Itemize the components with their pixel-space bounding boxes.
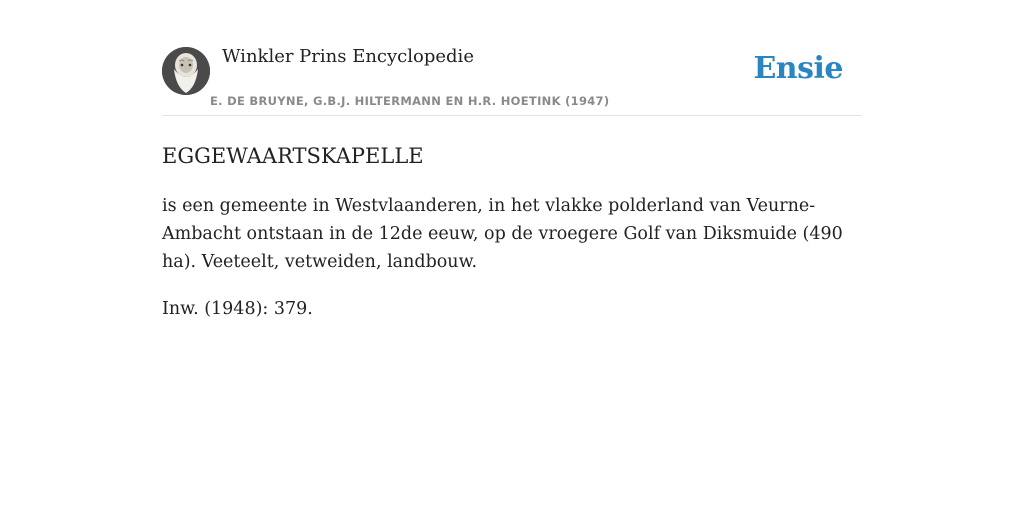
publication-title[interactable]: Winkler Prins Encyclopedie bbox=[222, 46, 474, 67]
entry-paragraph: Inw. (1948): 379. bbox=[162, 299, 313, 319]
ensie-logo-link[interactable]: Ensie bbox=[753, 51, 843, 86]
entry-paragraph: is een gemeente in Westvlaanderen, in het vlakke polderland van Veurne-Ambacht ontstaan in de 12de eeuw, op de vroegere Golf van Diksmuide (490 ha). Veeteelt, vetweiden, landbouw. bbox=[162, 196, 843, 272]
publication-authors: E. DE BRUYNE, G.B.J. HILTERMANN EN H.R. HOETINK (1947) bbox=[210, 94, 610, 108]
publication-header bbox=[162, 0, 862, 116]
author-avatar bbox=[162, 47, 210, 95]
bearded-man-portrait-icon bbox=[162, 47, 210, 95]
entry-title: EGGEWAARTSKAPELLE bbox=[162, 144, 424, 168]
page bbox=[162, 0, 862, 323]
